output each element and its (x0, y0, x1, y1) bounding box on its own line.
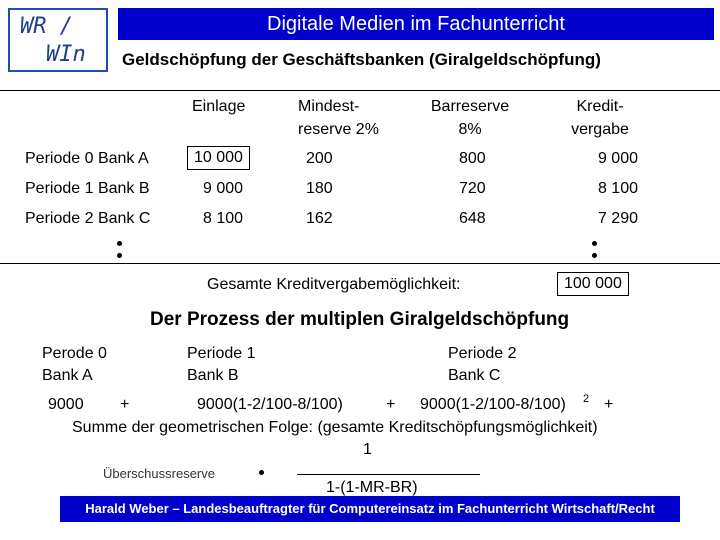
col-header-barreserve-2: 8% (458, 121, 482, 138)
fraction-bar (297, 474, 480, 475)
cell-einlage-1: 9 000 (203, 180, 244, 197)
process-heading: Der Prozess der multiplen Giralgeldschöpfung (150, 309, 570, 330)
plus-sign: + (120, 396, 130, 413)
col-header-kreditvergabe-1: Kredit- (576, 98, 624, 115)
continuation-dot-icon (117, 253, 122, 258)
cell-kredit-1: 8 100 (597, 180, 638, 197)
cell-bar-2: 648 (459, 210, 486, 227)
footer-bar: Harald Weber – Landesbeauftragter für Computereinsatz im Fachunterricht Wirtschaft/Recht (60, 496, 680, 522)
col-header-kreditvergabe-2: vergabe (571, 121, 629, 138)
sum-description: Summe der geometrischen Folge: (gesamte Kreditschöpfungsmöglichkeit) (72, 419, 598, 436)
cell-mindest-2: 162 (306, 210, 333, 227)
page-subtitle: Geldschöpfung der Geschäftsbanken (Giralgeldschöpfung) (122, 50, 601, 69)
table-bottom-divider (0, 263, 720, 264)
process-period-0-line-1: Perode 0 (42, 345, 107, 362)
cell-mindest-1: 180 (306, 180, 333, 197)
total-value: 100 000 (557, 272, 629, 296)
process-period-1-line-1: Periode 1 (187, 345, 256, 362)
col-header-mindestreserve-2: reserve 2% (298, 121, 379, 138)
process-period-2-line-2: Bank C (448, 367, 501, 384)
continuation-dot-icon (592, 253, 597, 258)
multiply-dot-icon (259, 470, 264, 475)
row-label-periode-0: Periode 0 Bank A (25, 150, 149, 167)
cell-bar-0: 800 (459, 150, 486, 167)
plus-sign: + (604, 396, 614, 413)
cell-bar-1: 720 (459, 180, 486, 197)
term-0: 9000 (48, 396, 84, 413)
process-period-0-line-2: Bank A (42, 367, 93, 384)
fraction-numerator: 1 (363, 441, 372, 458)
total-label: Gesamte Kreditvergabemöglichkeit: (207, 276, 461, 293)
table-top-divider (0, 90, 720, 91)
cell-einlage-2: 8 100 (203, 210, 244, 227)
process-period-2-line-1: Periode 2 (448, 345, 517, 362)
logo-line-1: WR / (20, 14, 73, 39)
plus-sign: + (386, 396, 396, 413)
row-label-periode-1: Periode 1 Bank B (25, 180, 150, 197)
cell-mindest-0: 200 (306, 150, 333, 167)
continuation-dot-icon (117, 241, 122, 246)
logo (8, 8, 108, 72)
logo-line-2: WIn (46, 42, 86, 67)
cell-einlage-0: 10 000 (187, 146, 250, 170)
cell-kredit-2: 7 290 (597, 210, 638, 227)
term-2-exponent: 2 (583, 393, 590, 405)
row-label-periode-2: Periode 2 Bank C (25, 210, 151, 227)
col-header-einlage: Einlage (192, 98, 246, 115)
ueberschussreserve-label: Überschussreserve (103, 466, 215, 481)
page-title: Digitale Medien im Fachunterricht (118, 8, 714, 40)
term-2: 9000(1-2/100-8/100) (420, 396, 566, 413)
cell-kredit-0: 9 000 (597, 150, 638, 167)
continuation-dot-icon (592, 241, 597, 246)
term-1: 9000(1-2/100-8/100) (197, 396, 343, 413)
fraction-denominator: 1-(1-MR-BR) (326, 479, 418, 496)
process-period-1-line-2: Bank B (187, 367, 239, 384)
col-header-mindestreserve-1: Mindest- (298, 98, 360, 115)
col-header-barreserve-1: Barreserve (430, 98, 510, 115)
